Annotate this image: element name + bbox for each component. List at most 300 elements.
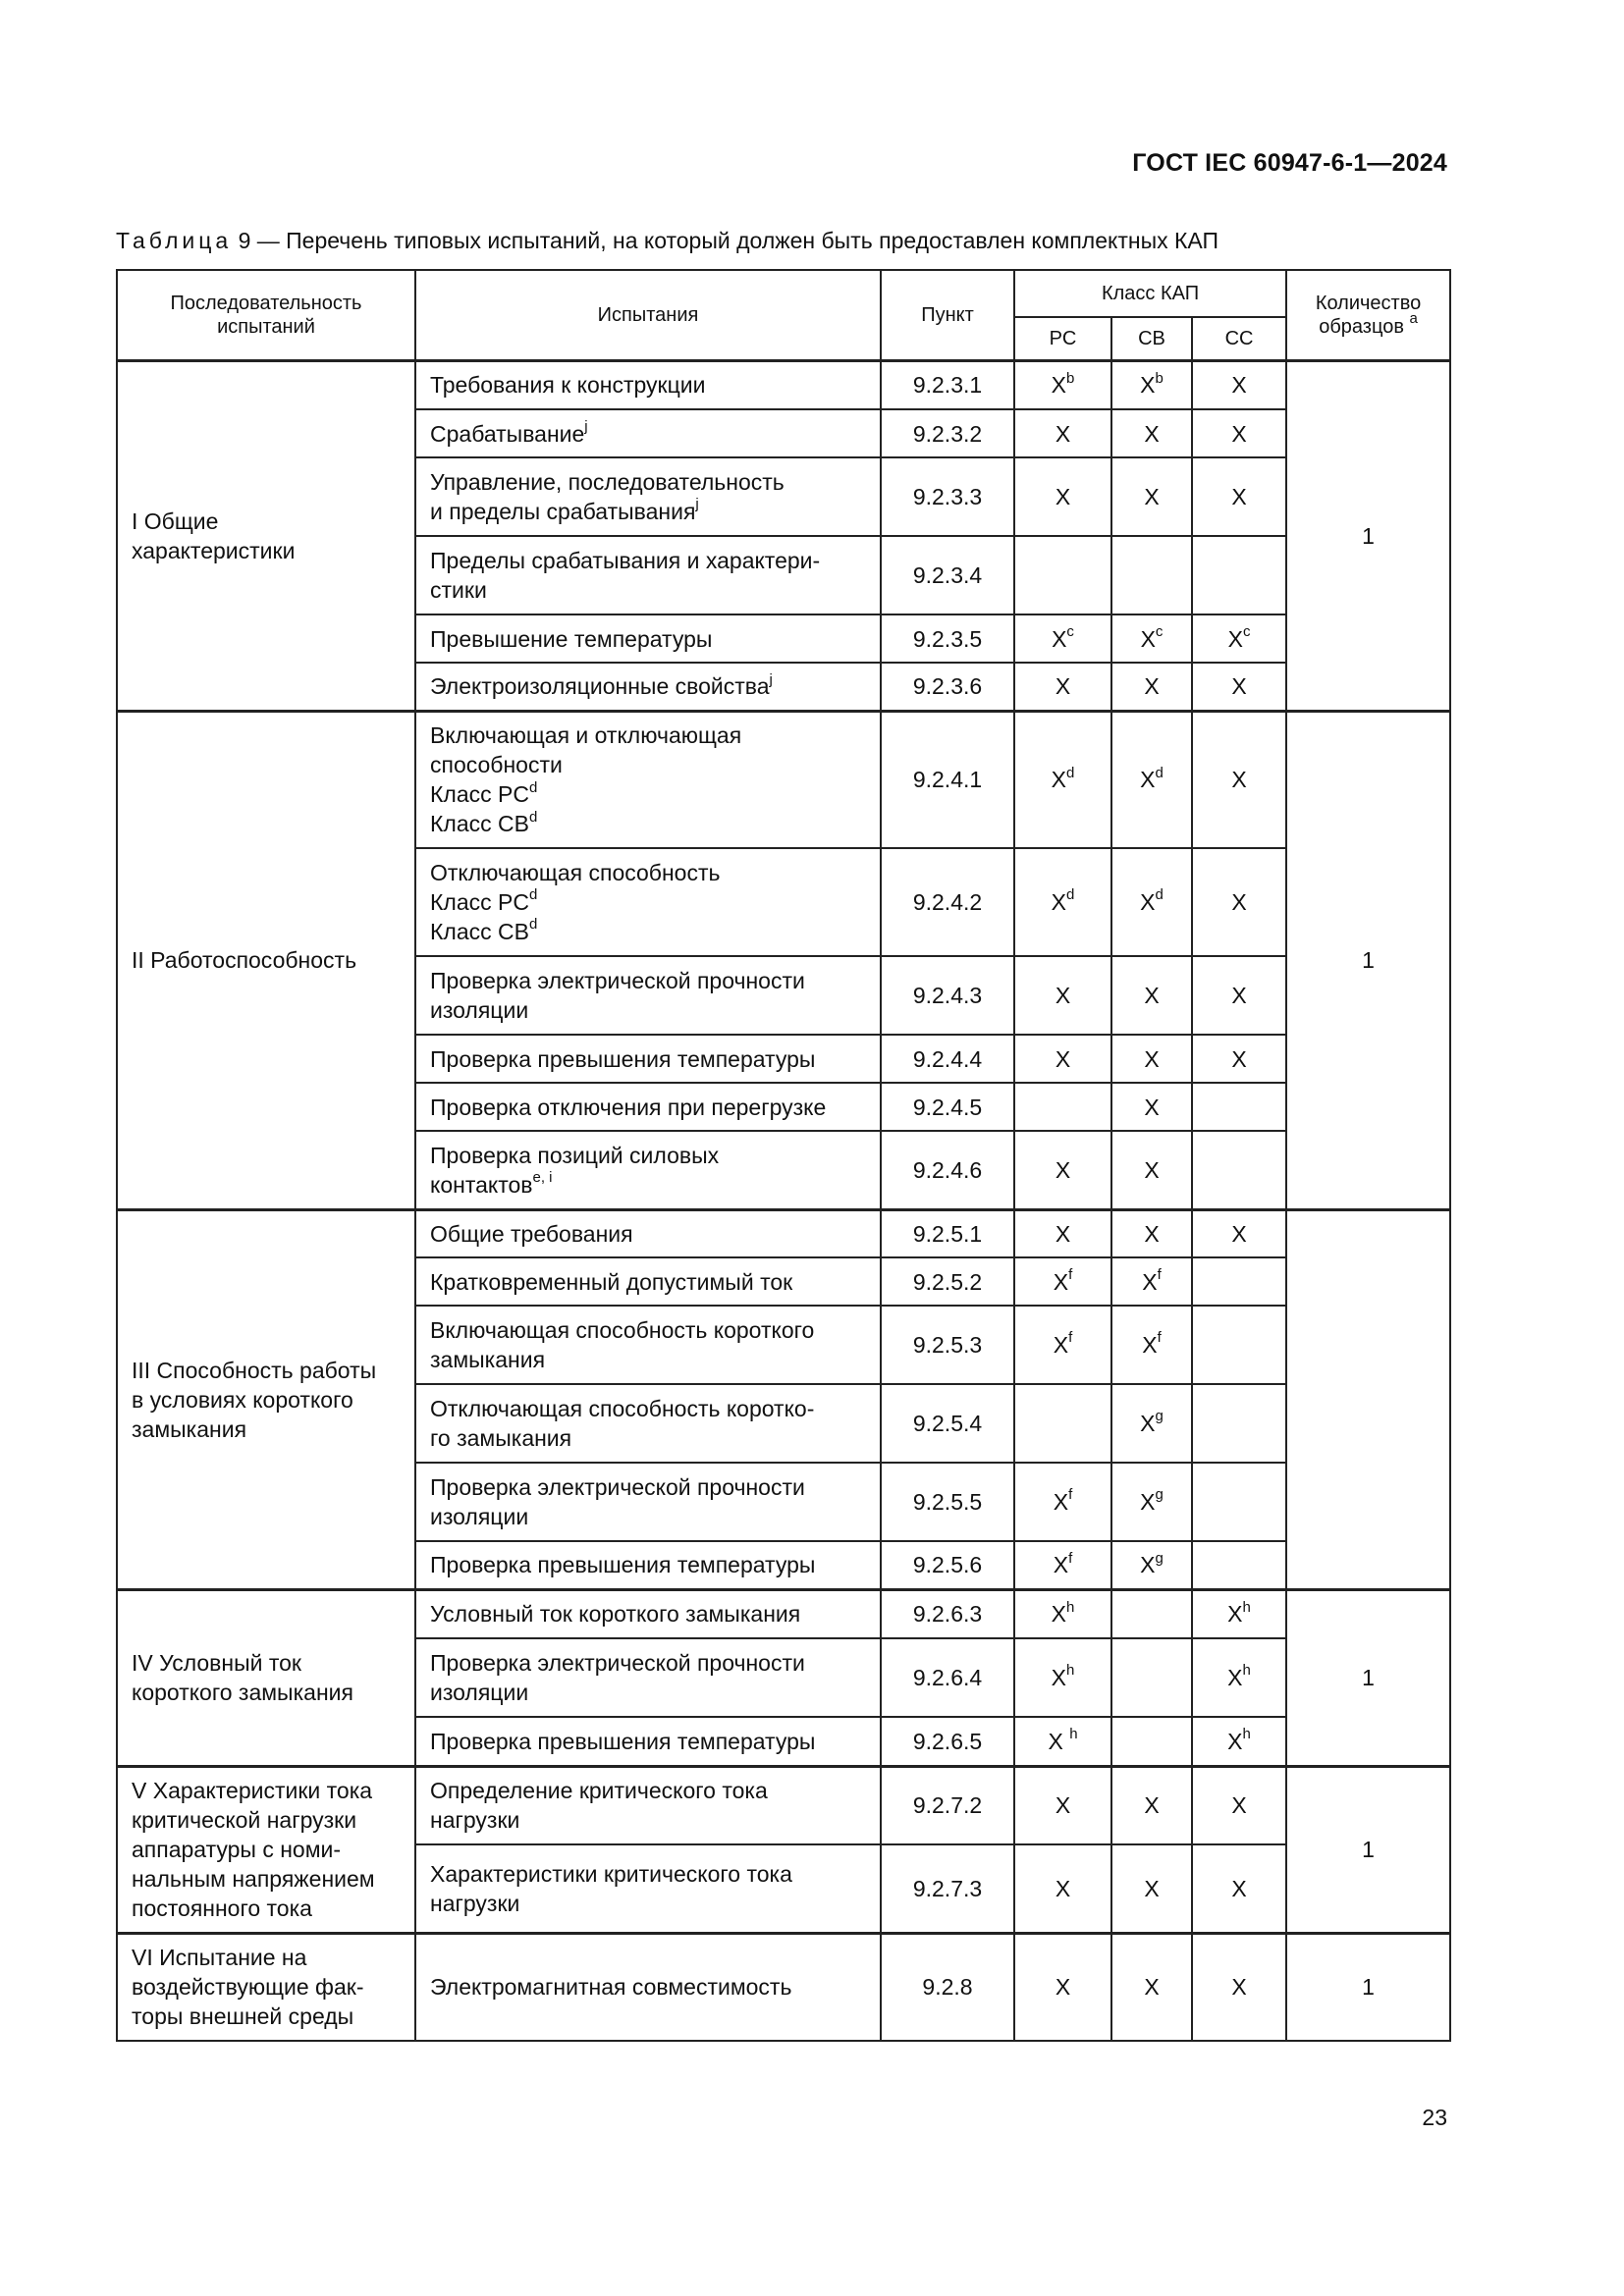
table-row <box>117 1933 1450 2041</box>
test-name-line: Отключающая способность <box>430 860 721 885</box>
class-cc-cell <box>1192 663 1286 711</box>
footnote-marker: h <box>1242 1598 1251 1616</box>
mark-value: X <box>1231 420 1247 447</box>
test-name-cell <box>415 711 881 848</box>
footnote-marker: j <box>584 417 588 435</box>
mark-value: X <box>1140 625 1156 652</box>
class-pc-cell <box>1014 1257 1111 1306</box>
test-name-line: изоляции <box>430 1504 529 1529</box>
footnote-marker: d <box>1066 886 1075 904</box>
table-row <box>117 1766 1450 1844</box>
clause-cell: 9.2.5.2 <box>881 1257 1014 1306</box>
mark-value: X <box>1231 1045 1247 1072</box>
footnote-marker: c <box>1066 622 1074 640</box>
mark-value: X <box>1051 767 1066 793</box>
footnote-marker: h <box>1066 1662 1075 1680</box>
footnote-marker: d <box>528 886 538 904</box>
test-name-line: Проверка позиций силовых <box>430 1142 720 1168</box>
test-name-cell <box>415 536 881 614</box>
class-pc-cell <box>1014 457 1111 536</box>
footnote-marker: d <box>1155 886 1164 904</box>
group-name-line: постоянного тока <box>132 1896 312 1921</box>
clause-cell: 9.2.5.3 <box>881 1306 1014 1384</box>
class-cb-cell <box>1111 1844 1192 1933</box>
samples-cell: 1 <box>1286 360 1450 711</box>
class-cc-cell <box>1192 1209 1286 1257</box>
test-name-line-wrap <box>430 419 866 449</box>
test-name-line: Характеристики критического тока <box>430 1860 792 1887</box>
clause-cell: 9.2.4.6 <box>881 1131 1014 1209</box>
mark-value: X <box>1144 420 1160 447</box>
mark-value: X <box>1055 1220 1071 1247</box>
class-cb-cell <box>1111 711 1192 848</box>
mark-value: X <box>1142 1268 1158 1295</box>
samples-cell: 1 <box>1286 711 1450 1209</box>
clause-cell: 9.2.3.5 <box>881 614 1014 663</box>
group-name-cell <box>117 1766 415 1933</box>
test-name-line: Класс $PC^d$ <box>430 886 538 915</box>
mark-value: X <box>1231 1792 1247 1819</box>
group-name-line: замыкания <box>132 1415 247 1442</box>
clause-cell: 9.2.4.3 <box>881 956 1014 1035</box>
class-pc-cell <box>1014 1384 1111 1463</box>
group-name-line: критической нагрузки <box>132 1807 357 1833</box>
group-name-cell <box>117 711 415 1209</box>
clause-cell: 9.2.3.4 <box>881 536 1014 614</box>
footnote-marker: b <box>1066 369 1075 387</box>
header-samples <box>1286 270 1450 360</box>
footnote-marker: g <box>1155 1486 1164 1504</box>
table-row <box>117 711 1450 848</box>
mark-value: X <box>1053 1268 1069 1295</box>
mark-value: X <box>1048 1728 1070 1754</box>
clause-cell: 9.2.3.3 <box>881 457 1014 536</box>
class-cc-cell <box>1192 536 1286 614</box>
header-samples-label: Количество образцов <box>1315 292 1422 338</box>
test-name-line-wrap <box>430 1170 866 1200</box>
mark-value: X <box>1144 484 1160 509</box>
class-cc-cell <box>1192 1463 1286 1541</box>
clause-cell: 9.2.5.4 <box>881 1384 1014 1463</box>
class-pc-cell <box>1014 409 1111 457</box>
class-cc-cell <box>1192 1638 1286 1717</box>
class-pc-cell <box>1014 1131 1111 1209</box>
class-pc-cell <box>1014 1306 1111 1384</box>
class-cc-cell <box>1192 457 1286 536</box>
class-cb-cell <box>1111 1306 1192 1384</box>
test-name-line: Проверка превышения температуры <box>430 1552 816 1578</box>
header-clause: Пункт <box>881 270 1014 360</box>
test-name-cell <box>415 848 881 956</box>
test-name-line: нагрузки <box>430 1807 520 1834</box>
class-cc-cell <box>1192 1306 1286 1384</box>
mark-value: X <box>1055 484 1071 509</box>
test-name-cell <box>415 663 881 711</box>
mark-value: X <box>1231 1974 1247 2001</box>
clause-cell: 9.2.3.6 <box>881 663 1014 711</box>
test-name-line: Проверка электрической прочности <box>430 1474 805 1500</box>
document-code: ГОСТ IEC 60947-6-1—2024 <box>1132 149 1447 177</box>
clause-cell: 9.2.7.3 <box>881 1844 1014 1933</box>
clause-cell: 9.2.4.1 <box>881 711 1014 848</box>
test-name-line: Проверка отключения при перегрузке <box>430 1094 827 1120</box>
clause-cell: 9.2.4.5 <box>881 1083 1014 1131</box>
header-class-cc: CC <box>1192 317 1286 360</box>
samples-cell: 1 <box>1286 1766 1450 1933</box>
table-row <box>117 360 1450 409</box>
footnote-marker: c <box>1242 622 1251 640</box>
footnote-marker: j <box>769 670 773 688</box>
footnote-marker: f <box>1068 1329 1073 1347</box>
footnote-marker: h <box>1066 1598 1075 1616</box>
footnote-marker: f <box>1068 1265 1073 1283</box>
footnote-marker: h <box>1069 1726 1078 1743</box>
test-name-line: Включающая способность короткого <box>430 1317 815 1343</box>
class-cc-cell <box>1192 1541 1286 1589</box>
test-name-cell <box>415 1209 881 1257</box>
mark-value: X <box>1053 1489 1069 1515</box>
group-name-line: торы внешней среды <box>132 2003 354 2030</box>
mark-value: X <box>1051 889 1066 915</box>
class-cc-cell <box>1192 848 1286 956</box>
footnote-marker: g <box>1155 1408 1164 1425</box>
footnote-marker: c <box>1155 622 1164 640</box>
mark-value: X <box>1231 767 1247 793</box>
class-pc-cell <box>1014 1717 1111 1766</box>
clause-cell: 9.2.5.5 <box>881 1463 1014 1541</box>
group-name-line: V Характеристики тока <box>132 1778 373 1803</box>
test-name-line: Класс $PC^d$ <box>430 778 538 808</box>
mark-value: X <box>1055 1045 1071 1072</box>
class-cb-cell <box>1111 1035 1192 1083</box>
test-name-line: стики <box>430 577 487 603</box>
test-name-line: Условный ток короткого замыкания <box>430 1601 801 1628</box>
mark-value: X <box>1144 1974 1160 2001</box>
mark-value: X <box>1144 1156 1160 1183</box>
group-name-line: в условиях короткого <box>132 1386 353 1413</box>
header-samples-note: a <box>1409 310 1418 328</box>
class-cc-cell <box>1192 1384 1286 1463</box>
test-name-line: контактов <box>430 1171 533 1198</box>
clause-cell: 9.2.4.2 <box>881 848 1014 956</box>
class-cb-cell <box>1111 1766 1192 1844</box>
class-cb-cell <box>1111 848 1192 956</box>
clause-cell: 9.2.6.4 <box>881 1638 1014 1717</box>
footnote-marker: f <box>1157 1265 1162 1283</box>
mark-value: X <box>1051 1601 1066 1628</box>
class-cc-cell <box>1192 360 1286 409</box>
header-class-cb: CB <box>1111 317 1192 360</box>
test-name-line-wrap <box>430 671 866 701</box>
clause-cell: 9.2.6.5 <box>881 1717 1014 1766</box>
class-cb-cell <box>1111 1209 1192 1257</box>
test-name-line: Включающая и отключающая <box>430 722 742 749</box>
class-cc-cell <box>1192 1131 1286 1209</box>
footnote-marker: d <box>528 808 538 826</box>
class-pc-cell <box>1014 1844 1111 1933</box>
class-cb-cell <box>1111 614 1192 663</box>
class-cc-cell <box>1192 1933 1286 2041</box>
class-pc-cell <box>1014 663 1111 711</box>
test-name-cell <box>415 360 881 409</box>
mark-value: X <box>1055 1792 1071 1819</box>
footnote-marker: j <box>695 496 699 513</box>
class-cc-cell <box>1192 1257 1286 1306</box>
test-name-line: Класс $CB^d$ <box>430 808 538 837</box>
group-name-line: VI Испытание на <box>132 1945 307 1971</box>
group-name-line: характеристики <box>132 537 296 563</box>
group-name-cell <box>117 1589 415 1766</box>
header-sequence: Последовательность испытаний <box>117 270 415 360</box>
test-name-line: Управление, последовательность <box>430 469 785 495</box>
class-pc-cell <box>1014 848 1111 956</box>
group-name-line: короткого замыкания <box>132 1680 353 1705</box>
mark-value: X <box>1055 420 1071 447</box>
clause-cell: 9.2.5.1 <box>881 1209 1014 1257</box>
class-cb-cell <box>1111 1131 1192 1209</box>
mark-value: X <box>1140 767 1156 793</box>
test-name-line: замыкания <box>430 1347 546 1372</box>
test-name-cell <box>415 1384 881 1463</box>
mark-value: X <box>1051 372 1066 399</box>
group-name-cell <box>117 1933 415 2041</box>
footnote-marker: f <box>1068 1486 1073 1504</box>
class-cb-cell <box>1111 1638 1192 1717</box>
class-cb-cell <box>1111 663 1192 711</box>
group-name-line: аппаратуры с номи- <box>132 1837 342 1862</box>
test-name-line: Превышение температуры <box>430 625 713 652</box>
mark-value: X <box>1144 673 1160 700</box>
mark-value: X <box>1140 372 1156 399</box>
class-cc-cell <box>1192 1717 1286 1766</box>
test-name-line: Кратковременный допустимый ток <box>430 1268 793 1295</box>
mark-value: X <box>1231 673 1247 700</box>
class-cb-cell <box>1111 1384 1192 1463</box>
mark-value: X <box>1144 1045 1160 1072</box>
samples-cell: 1 <box>1286 1933 1450 2041</box>
mark-value: X <box>1231 1875 1247 1901</box>
class-cb-cell <box>1111 1257 1192 1306</box>
mark-value: X <box>1053 1332 1069 1358</box>
class-pc-cell <box>1014 536 1111 614</box>
table-row <box>117 1589 1450 1638</box>
class-cb-cell <box>1111 1083 1192 1131</box>
mark-value: X <box>1055 1974 1071 2001</box>
class-pc-cell <box>1014 1463 1111 1541</box>
group-name-cell <box>117 360 415 711</box>
group-name-line: I Общие <box>132 507 219 534</box>
test-name-line: изоляции <box>430 1680 529 1705</box>
test-name-cell <box>415 1083 881 1131</box>
test-name-line: Отключающая способность коротко- <box>430 1396 815 1421</box>
test-name-line: изоляции <box>430 997 529 1023</box>
class-pc-cell <box>1014 1035 1111 1083</box>
mark-value: X <box>1140 1552 1156 1578</box>
caption-label: Таблица <box>116 228 233 253</box>
clause-cell: 9.2.7.2 <box>881 1766 1014 1844</box>
test-name-line: Проверка электрической прочности <box>430 968 805 993</box>
mark-value: X <box>1051 1665 1066 1690</box>
test-name-line: и пределы срабатывания <box>430 499 696 524</box>
mark-value: X <box>1144 1875 1160 1901</box>
footnote-marker: h <box>1242 1726 1251 1743</box>
footnote-marker: d <box>1155 764 1164 781</box>
group-name-line: III Способность работы <box>132 1357 377 1383</box>
test-name-cell <box>415 1933 881 2041</box>
mark-value: X <box>1142 1332 1158 1358</box>
footnote-marker: g <box>1155 1549 1164 1567</box>
test-name-line: Общие требования <box>430 1220 633 1247</box>
mark-value: X <box>1144 1220 1160 1247</box>
mark-value: X <box>1144 1792 1160 1819</box>
class-cc-cell <box>1192 1035 1286 1083</box>
footnote-marker: f <box>1157 1329 1162 1347</box>
clause-cell: 9.2.4.4 <box>881 1035 1014 1083</box>
clause-cell: 9.2.8 <box>881 1933 1014 2041</box>
mark-value: X <box>1231 983 1247 1008</box>
clause-cell: 9.2.6.3 <box>881 1589 1014 1638</box>
mark-value: X <box>1144 1094 1160 1120</box>
class-cc-cell <box>1192 711 1286 848</box>
mark-value: X <box>1055 1875 1071 1901</box>
test-name-cell <box>415 1131 881 1209</box>
test-name-cell <box>415 1257 881 1306</box>
class-cc-cell <box>1192 1844 1286 1933</box>
mark-value: X <box>1231 889 1247 915</box>
test-name-line: Определение критического тока <box>430 1778 768 1804</box>
test-name-line: Требования к конструкции <box>430 372 706 399</box>
class-cb-cell <box>1111 536 1192 614</box>
class-cc-cell <box>1192 1766 1286 1844</box>
footnote-marker: f <box>1068 1549 1073 1567</box>
test-name-cell <box>415 956 881 1035</box>
class-cc-cell <box>1192 409 1286 457</box>
class-cb-cell <box>1111 409 1192 457</box>
test-name-cell <box>415 1463 881 1541</box>
caption-number: 9 <box>238 228 251 253</box>
class-cb-cell <box>1111 457 1192 536</box>
footnote-marker: d <box>528 916 538 934</box>
footnote-marker: e, i <box>532 1169 553 1187</box>
footnote-marker: d <box>528 778 538 796</box>
page-number: 23 <box>1422 2105 1447 2130</box>
class-cb-cell <box>1111 1463 1192 1541</box>
mark-value: X <box>1140 1489 1156 1515</box>
test-name-line: Проверка электрической прочности <box>430 1650 805 1676</box>
clause-cell: 9.2.3.2 <box>881 409 1014 457</box>
mark-value: X <box>1227 1601 1243 1628</box>
mark-value: X <box>1227 1665 1243 1690</box>
test-name-line: Электромагнитная совместимость <box>430 1974 792 2001</box>
group-name-line: нальным напряжением <box>132 1866 375 1892</box>
group-name-line: II Работоспособность <box>132 947 357 973</box>
class-pc-cell <box>1014 1638 1111 1717</box>
footnote-marker: h <box>1242 1662 1251 1680</box>
tests-table <box>116 269 1451 2042</box>
footnote-marker: d <box>1066 764 1075 781</box>
clause-cell: 9.2.5.6 <box>881 1541 1014 1589</box>
group-name-cell <box>117 1209 415 1589</box>
mark-value: X <box>1140 889 1156 915</box>
mark-value: X <box>1144 983 1160 1008</box>
samples-cell <box>1286 1209 1450 1589</box>
test-name-line: Пределы срабатывания и характери- <box>430 548 821 573</box>
test-name-line: Проверка превышения температуры <box>430 1728 816 1754</box>
table-header <box>117 270 1450 360</box>
test-name-line: Проверка превышения температуры <box>430 1045 816 1072</box>
class-pc-cell <box>1014 956 1111 1035</box>
test-name-cell <box>415 1717 881 1766</box>
test-name-cell <box>415 1844 881 1933</box>
test-name-line: го замыкания <box>430 1425 572 1451</box>
test-name-line: Срабатывание <box>430 420 585 447</box>
mark-value: X <box>1231 484 1247 509</box>
class-cb-cell <box>1111 1717 1192 1766</box>
mark-value: X <box>1231 372 1247 399</box>
table-caption <box>116 228 1218 254</box>
class-cc-cell <box>1192 1083 1286 1131</box>
class-cb-cell <box>1111 1933 1192 2041</box>
mark-value: X <box>1052 625 1067 652</box>
class-pc-cell <box>1014 1589 1111 1638</box>
test-name-line: нагрузки <box>430 1890 520 1916</box>
caption-text: — Перечень типовых испытаний, на который должен быть предоставлен комплектных КАП <box>250 228 1219 253</box>
mark-value: X <box>1053 1552 1069 1578</box>
test-name-cell <box>415 1541 881 1589</box>
class-pc-cell <box>1014 1541 1111 1589</box>
class-pc-cell <box>1014 1083 1111 1131</box>
clause-cell: 9.2.3.1 <box>881 360 1014 409</box>
group-name-line: IV Условный ток <box>132 1650 301 1676</box>
class-pc-cell <box>1014 614 1111 663</box>
test-name-cell <box>415 614 881 663</box>
samples-cell: 1 <box>1286 1589 1450 1766</box>
test-name-line: Электроизоляционные свойства <box>430 673 770 700</box>
class-cc-cell <box>1192 614 1286 663</box>
mark-value: X <box>1140 1411 1156 1436</box>
mark-value: X <box>1055 983 1071 1008</box>
test-name-cell <box>415 457 881 536</box>
test-name-cell <box>415 1306 881 1384</box>
test-name-line-wrap <box>430 497 866 526</box>
header-class-pc: PC <box>1014 317 1111 360</box>
test-name-cell <box>415 1766 881 1844</box>
class-pc-cell <box>1014 360 1111 409</box>
class-cb-cell <box>1111 956 1192 1035</box>
footnote-marker: b <box>1155 369 1164 387</box>
test-name-cell <box>415 409 881 457</box>
mark-value: X <box>1055 1156 1071 1183</box>
class-pc-cell <box>1014 1766 1111 1844</box>
table-body <box>117 360 1450 2041</box>
group-name-line: воздействующие фак- <box>132 1974 364 2001</box>
class-cb-cell <box>1111 1541 1192 1589</box>
class-cb-cell <box>1111 360 1192 409</box>
test-name-line: Класс $CB^d$ <box>430 916 538 944</box>
class-pc-cell <box>1014 1933 1111 2041</box>
test-name-cell <box>415 1638 881 1717</box>
test-name-cell <box>415 1035 881 1083</box>
class-cc-cell <box>1192 956 1286 1035</box>
mark-value: X <box>1227 1728 1243 1754</box>
test-name-cell <box>415 1589 881 1638</box>
class-pc-cell <box>1014 711 1111 848</box>
header-class-group: Класс КАП <box>1014 270 1286 317</box>
test-name-line: способности <box>430 752 563 778</box>
table-row <box>117 1209 1450 1257</box>
class-pc-cell <box>1014 1209 1111 1257</box>
mark-value: X <box>1055 673 1071 700</box>
